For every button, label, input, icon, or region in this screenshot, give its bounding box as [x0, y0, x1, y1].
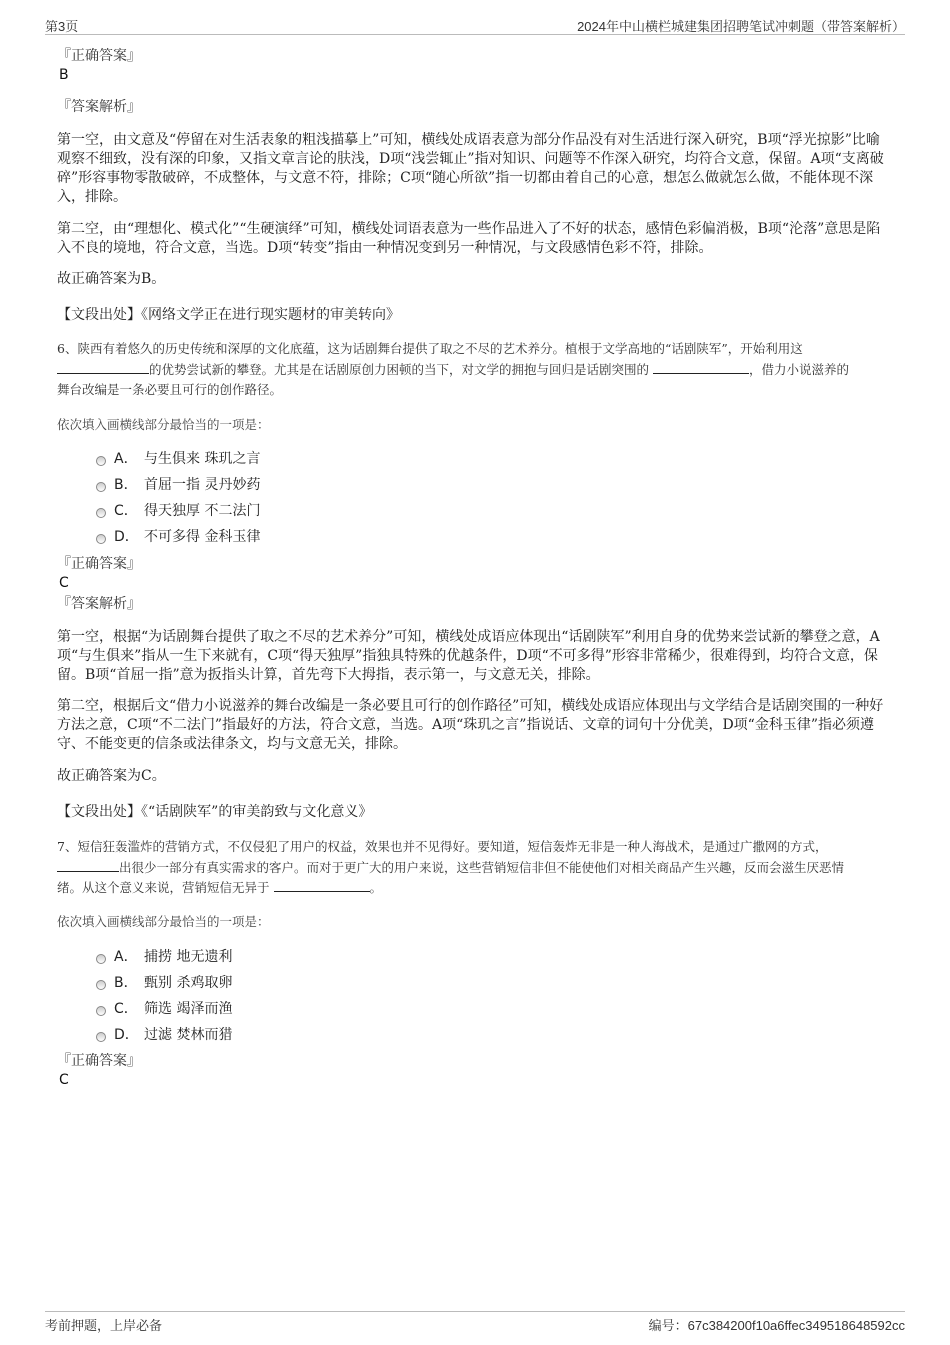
- q5-analysis-label: 『答案解析』: [57, 99, 141, 115]
- radio-icon[interactable]: [96, 980, 106, 990]
- q6-blank-1: [57, 361, 149, 374]
- q7-blank-1: [57, 859, 119, 872]
- document-title: 2024年中山横栏城建集团招聘笔试冲刺题（带答案解析）: [577, 19, 905, 34]
- page-header: [45, 14, 905, 35]
- radio-icon[interactable]: [96, 1032, 106, 1042]
- radio-icon[interactable]: [96, 482, 106, 492]
- q7-option-d[interactable]: D． 过滤 焚林而猎: [96, 1023, 232, 1045]
- q6-answer-value: C: [59, 575, 69, 591]
- q6-option-b[interactable]: B． 首屈一指 灵丹妙药: [96, 473, 260, 495]
- q5-analysis-paragraph-2: 第二空，由“理想化、模式化”“生硬演绎”可知，横线处词语表意为一些作品进入了不好的状态，感情色彩偏消极，B项“沦落”意思是陷入不良的境地，符合文意，当选。D项“转变”指由一种情况变到另一种情况，与文段感情色彩不符，排除。: [57, 221, 881, 256]
- footer-slogan: 考前押题，上岸必备: [45, 1318, 163, 1333]
- q6-option-c[interactable]: C． 得天独厚 不二法门: [96, 499, 260, 521]
- page-footer: [45, 1311, 905, 1332]
- radio-icon[interactable]: [96, 1006, 106, 1016]
- q6-option-d[interactable]: D． 不可多得 金科玉律: [96, 525, 260, 547]
- radio-icon[interactable]: [96, 954, 106, 964]
- q6-analysis-label: 『答案解析』: [57, 596, 141, 612]
- q7-answer-value: C: [59, 1072, 69, 1088]
- q5-source: 【文段出处】《网络文学正在进行现实题材的审美转向》: [57, 307, 400, 323]
- q7-answer-label: 『正确答案』: [57, 1053, 141, 1069]
- q7-prompt: 依次填入画横线部分最恰当的一项是：: [57, 914, 270, 929]
- q6-analysis-paragraph-1: 第一空，根据“为话剧舞台提供了取之不尽的艺术养分”可知，横线处成语应体现出“话剧陕军”利用自身的优势来尝试新的攀登之意，A项“与生俱来”指从一生下来就有，C项“得天独厚”指独具特殊的优越条件，D项“不可多得”形容非常稀少，很难得到，均符合文意，保留。B项“首屈一指”意为扳指头计算，首先弯下大拇指，表示第一，与文意无关，排除。: [57, 629, 880, 683]
- q6-stem: 6、陕西有着悠久的历史传统和深厚的文化底蕴，这为话剧舞台提供了取之不尽的艺术养分。植根于文学高地的“话剧陕军”，开始利用这 的优势尝试新的攀登。尤其是在话剧原创力困顿的当下，对文学的拥抱与回归是话剧突围的 ，借力小说滋养的 舞台改编是一条必要且可行的创作路径。: [57, 341, 850, 397]
- q6-option-a[interactable]: A． 与生俱来 珠玑之言: [96, 447, 260, 469]
- radio-icon[interactable]: [96, 534, 106, 544]
- q5-conclusion: 故正确答案为B。: [57, 271, 166, 287]
- radio-icon[interactable]: [96, 456, 106, 466]
- q6-blank-2: [653, 361, 749, 374]
- q7-blank-2: [274, 879, 370, 892]
- radio-icon[interactable]: [96, 508, 106, 518]
- q5-answer-label: 『正确答案』: [57, 48, 141, 64]
- page-number: 第3页: [45, 19, 79, 34]
- q7-option-c[interactable]: C． 筛选 竭泽而渔: [96, 997, 232, 1019]
- q5-answer-value: B: [59, 67, 69, 83]
- q7-stem: 7、短信狂轰滥炸的营销方式，不仅侵犯了用户的权益，效果也并不见得好。要知道，短信轰炸无非是一种人海战术，是通过广撒网的方式， 出很少一部分有真实需求的客户。而对于更广大的用户来说，这些营销短信非但不能使他们对相关商品产生兴趣，反而会滋生厌恶情 绪。从这个意义来说，营销短信无异于 。: [57, 839, 845, 895]
- q6-source: 【文段出处】《“话剧陕军”的审美韵致与文化意义》: [57, 804, 373, 820]
- q6-conclusion: 故正确答案为C。: [57, 768, 166, 784]
- q6-answer-label: 『正确答案』: [57, 556, 141, 572]
- q5-analysis-paragraph-1: 第一空，由文意及“停留在对生活表象的粗浅描摹上”可知，横线处成语表意为部分作品没有对生活进行深入研究，B项“浮光掠影”比喻观察不细致，没有深的印象，又指文章言论的肤浅，D项“浅尝辄止”指对知识、问题等不作深入研究，均符合文意，保留。A项“支离破碎”形容事物零散破碎，不成整体，与文意不符，排除；C项“随心所欲”指一切都由着自己的心意，想怎么做就怎么做，不能体现不深入，排除。: [57, 132, 884, 205]
- q6-prompt: 依次填入画横线部分最恰当的一项是：: [57, 417, 270, 432]
- q7-option-a[interactable]: A． 捕捞 地无遗利: [96, 945, 232, 967]
- q6-analysis-paragraph-2: 第二空，根据后文“借力小说滋养的舞台改编是一条必要且可行的创作路径”可知，横线处成语应体现出与文学结合是话剧突围的一种好方法之意，C项“不二法门”指最好的方法，符合文意，当选。A项“珠玑之言”指说话、文章的词句十分优美，D项“金科玉律”指必须遵守、不能变更的信条或法律条文，均与文意无关，排除。: [57, 698, 884, 752]
- footer-serial-number: 编号：67c384200f10a6ffec349518648592cc: [648, 1318, 905, 1333]
- q7-option-b[interactable]: B． 甄别 杀鸡取卵: [96, 971, 232, 993]
